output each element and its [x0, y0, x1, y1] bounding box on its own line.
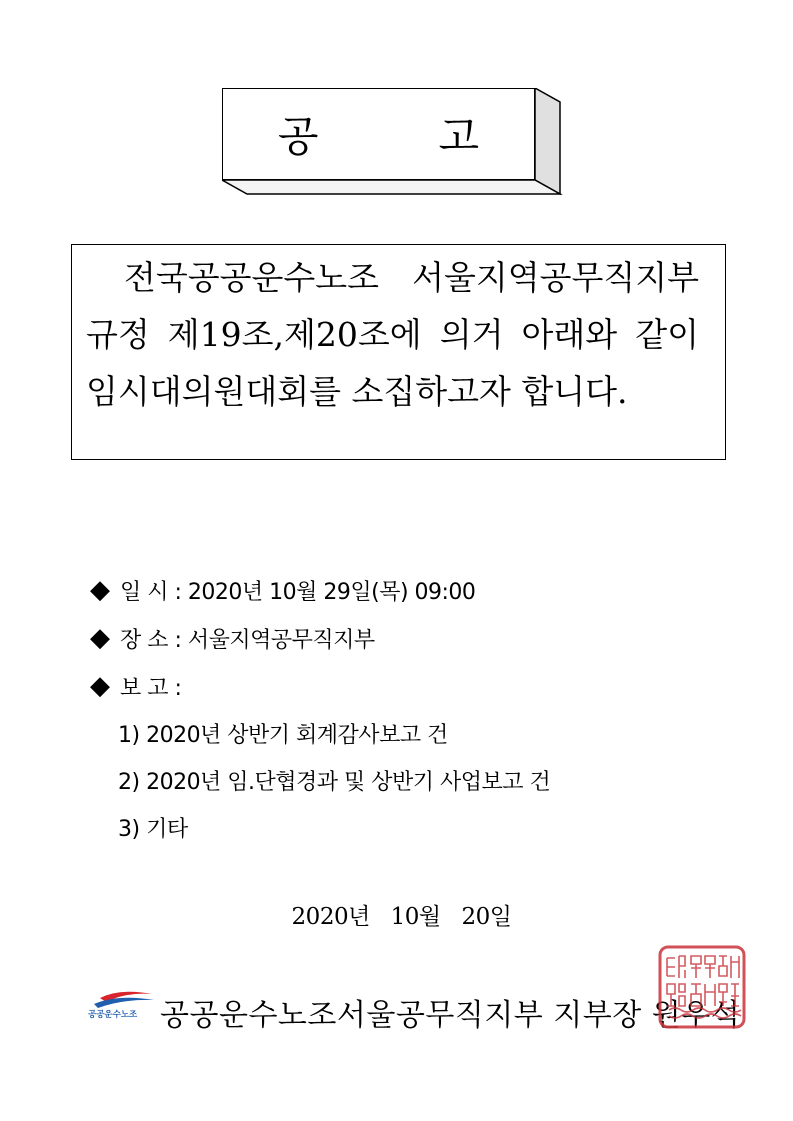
diamond-bullet-icon: ◆: [90, 623, 110, 653]
title-char-1: 공: [277, 112, 319, 161]
report-sub-item: [90, 804, 550, 851]
report-sub-item: [90, 757, 550, 804]
page-title: [278, 104, 479, 164]
report-item: [90, 662, 550, 710]
issue-year: 2020년: [291, 904, 370, 930]
date-label: 일 시 : 2020년 10월 29일(목) 09:00: [120, 579, 476, 605]
signature-line: 공공운수노조서울공무직지부 지부장 원우석: [160, 998, 741, 1033]
notice-text: 전국공공운수노조 서울지역공무직지부 규정 제19조,제20조에 의거 아래와 같이 임시대의원대회를 소집하고자 합니다.: [86, 258, 699, 411]
official-seal: [657, 944, 747, 1030]
place-label: 장 소 : 서울지역공무직지부: [120, 627, 375, 653]
diamond-bullet-icon: ◆: [90, 575, 110, 605]
title-char-2: 고: [438, 112, 480, 161]
union-logo: [86, 988, 156, 1020]
report-sub-item: [90, 710, 550, 757]
issue-day: 20일: [461, 904, 512, 930]
issue-date: [0, 898, 793, 931]
diamond-bullet-icon: ◆: [90, 671, 110, 701]
report-sub-item-text: 3) 기타: [118, 817, 188, 842]
report-sub-item-text: 2) 2020년 임.단협경과 및 상반기 사업보고 건: [118, 770, 551, 795]
issue-month: 10월: [390, 904, 441, 930]
title-box: [222, 88, 567, 200]
report-sub-item-text: 1) 2020년 상반기 회계감사보고 건: [118, 723, 448, 748]
logo-text: 공공운수노조: [88, 1010, 138, 1020]
meeting-details: [90, 566, 550, 851]
place-item: [90, 614, 550, 662]
title-front-face: [222, 88, 535, 180]
date-item: [90, 566, 550, 614]
notice-box: [71, 244, 726, 460]
report-label: 보 고 :: [120, 675, 182, 701]
